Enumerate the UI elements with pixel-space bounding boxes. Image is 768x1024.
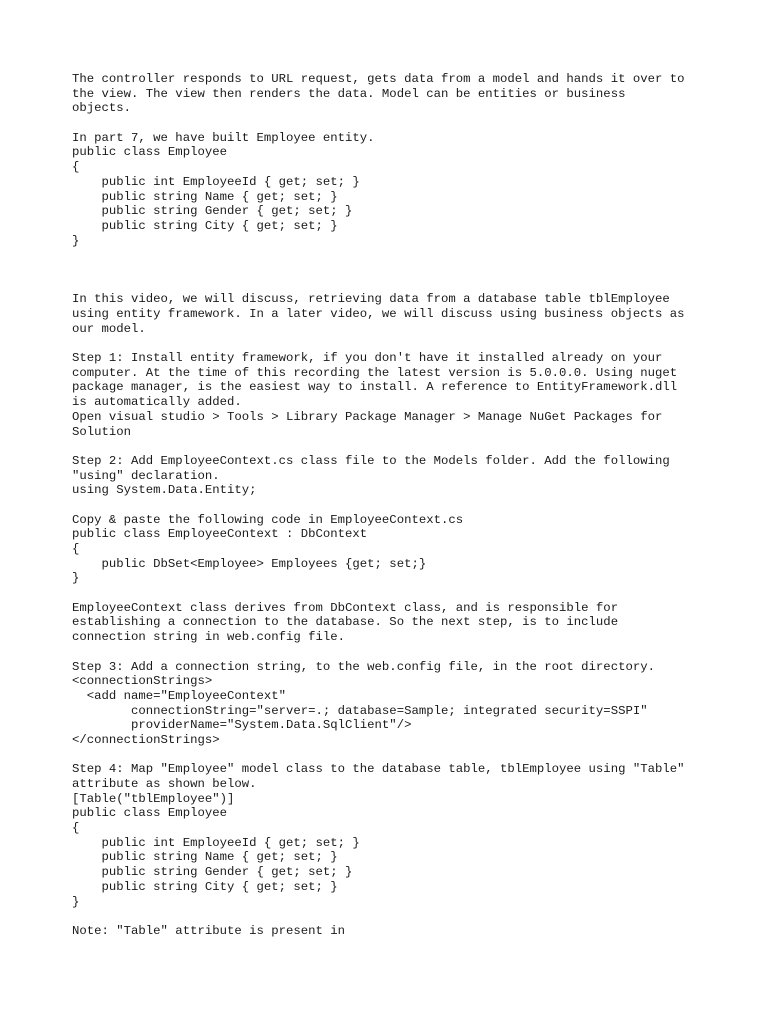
text-line: public string Gender { get; set; } (72, 204, 353, 219)
text-line: } (72, 894, 80, 909)
text-line: objects. (72, 101, 132, 116)
text-line: using System.Data.Entity; (72, 483, 257, 498)
document-page (72, 72, 722, 939)
text-line: } (72, 571, 80, 586)
text-line: attribute as shown below. (72, 777, 257, 791)
text-line: Note: "Table" attribute is present in (72, 923, 346, 938)
text-line (72, 748, 722, 763)
text-line: The controller responds to URL request, gets data from a model and hands it over to (72, 72, 685, 86)
text-line: "using" declaration. (72, 468, 220, 483)
text-line: In this video, we will discuss, retrieving data from a database table tblEmployee (72, 292, 670, 307)
text-line: package manager, is the easiest way to install. A reference to EntityFramework.dll (72, 380, 678, 395)
text-line: [Table("tblEmployee")] (72, 791, 235, 806)
text-line: public int EmployeeId { get; set; } (72, 174, 360, 189)
text-line: public int EmployeeId { get; set; } (72, 835, 360, 850)
text-line: public string Name { get; set; } (72, 189, 338, 204)
text-line (72, 909, 722, 924)
text-line: public DbSet<Employee> Employees {get; set;} (72, 556, 427, 571)
text-line: using entity framework. In a later video, we will discuss using business objects as (72, 307, 685, 321)
text-line: our model. (72, 321, 146, 336)
text-line: establishing a connection to the database. So the next step, is to include (72, 615, 619, 630)
text-line: { (72, 542, 80, 556)
text-line: public string City { get; set; } (72, 218, 338, 233)
text-line: } (72, 233, 80, 248)
text-line: <connectionStrings> (72, 674, 213, 689)
text-line (72, 116, 722, 131)
text-line (72, 498, 722, 513)
text-line: <add name="EmployeeContext" (72, 688, 287, 703)
text-line (72, 645, 722, 660)
text-line: Step 1: Install entity framework, if you don't have it installed already on your (72, 351, 663, 366)
text-line: Copy & paste the following code in EmployeeContext.cs (72, 512, 464, 527)
text-line: </connectionStrings> (72, 732, 220, 747)
text-line: public string Name { get; set; } (72, 850, 338, 865)
text-line: { (72, 821, 80, 836)
text-line: Solution (72, 424, 132, 439)
text-line: providerName="System.Data.SqlClient"/> (72, 718, 412, 733)
text-line: public class Employee (72, 145, 227, 160)
text-line: is automatically added. (72, 395, 242, 410)
text-line: public string Gender { get; set; } (72, 865, 353, 880)
text-line: the view. The view then renders the data. Model can be entities or business (72, 86, 626, 101)
text-line (72, 248, 722, 263)
text-line: Step 2: Add EmployeeContext.cs class file to the Models folder. Add the following (72, 453, 670, 468)
text-line: computer. At the time of this recording the latest version is 5.0.0.0. Using nuget (72, 365, 678, 380)
text-line (72, 439, 722, 454)
text-line: Step 3: Add a connection string, to the web.config file, in the root directory. (72, 659, 655, 674)
text-line: public class Employee (72, 806, 227, 821)
text-line: public class EmployeeContext : DbContext (72, 527, 368, 542)
text-line: { (72, 160, 80, 175)
text-line (72, 336, 722, 351)
text-line: Step 4: Map "Employee" model class to the database table, tblEmployee using "Table" (72, 762, 685, 777)
text-line: public string City { get; set; } (72, 879, 338, 894)
text-line: connectionString="server=.; database=Sample; integrated security=SSPI" (72, 703, 648, 718)
text-line (72, 586, 722, 601)
text-line (72, 263, 722, 278)
text-line (72, 278, 722, 293)
text-line: EmployeeContext class derives from DbContext class, and is responsible for (72, 600, 619, 615)
text-line: connection string in web.config file. (72, 630, 346, 645)
text-line: In part 7, we have built Employee entity. (72, 130, 375, 145)
text-line: Open visual studio > Tools > Library Package Manager > Manage NuGet Packages for (72, 409, 663, 424)
